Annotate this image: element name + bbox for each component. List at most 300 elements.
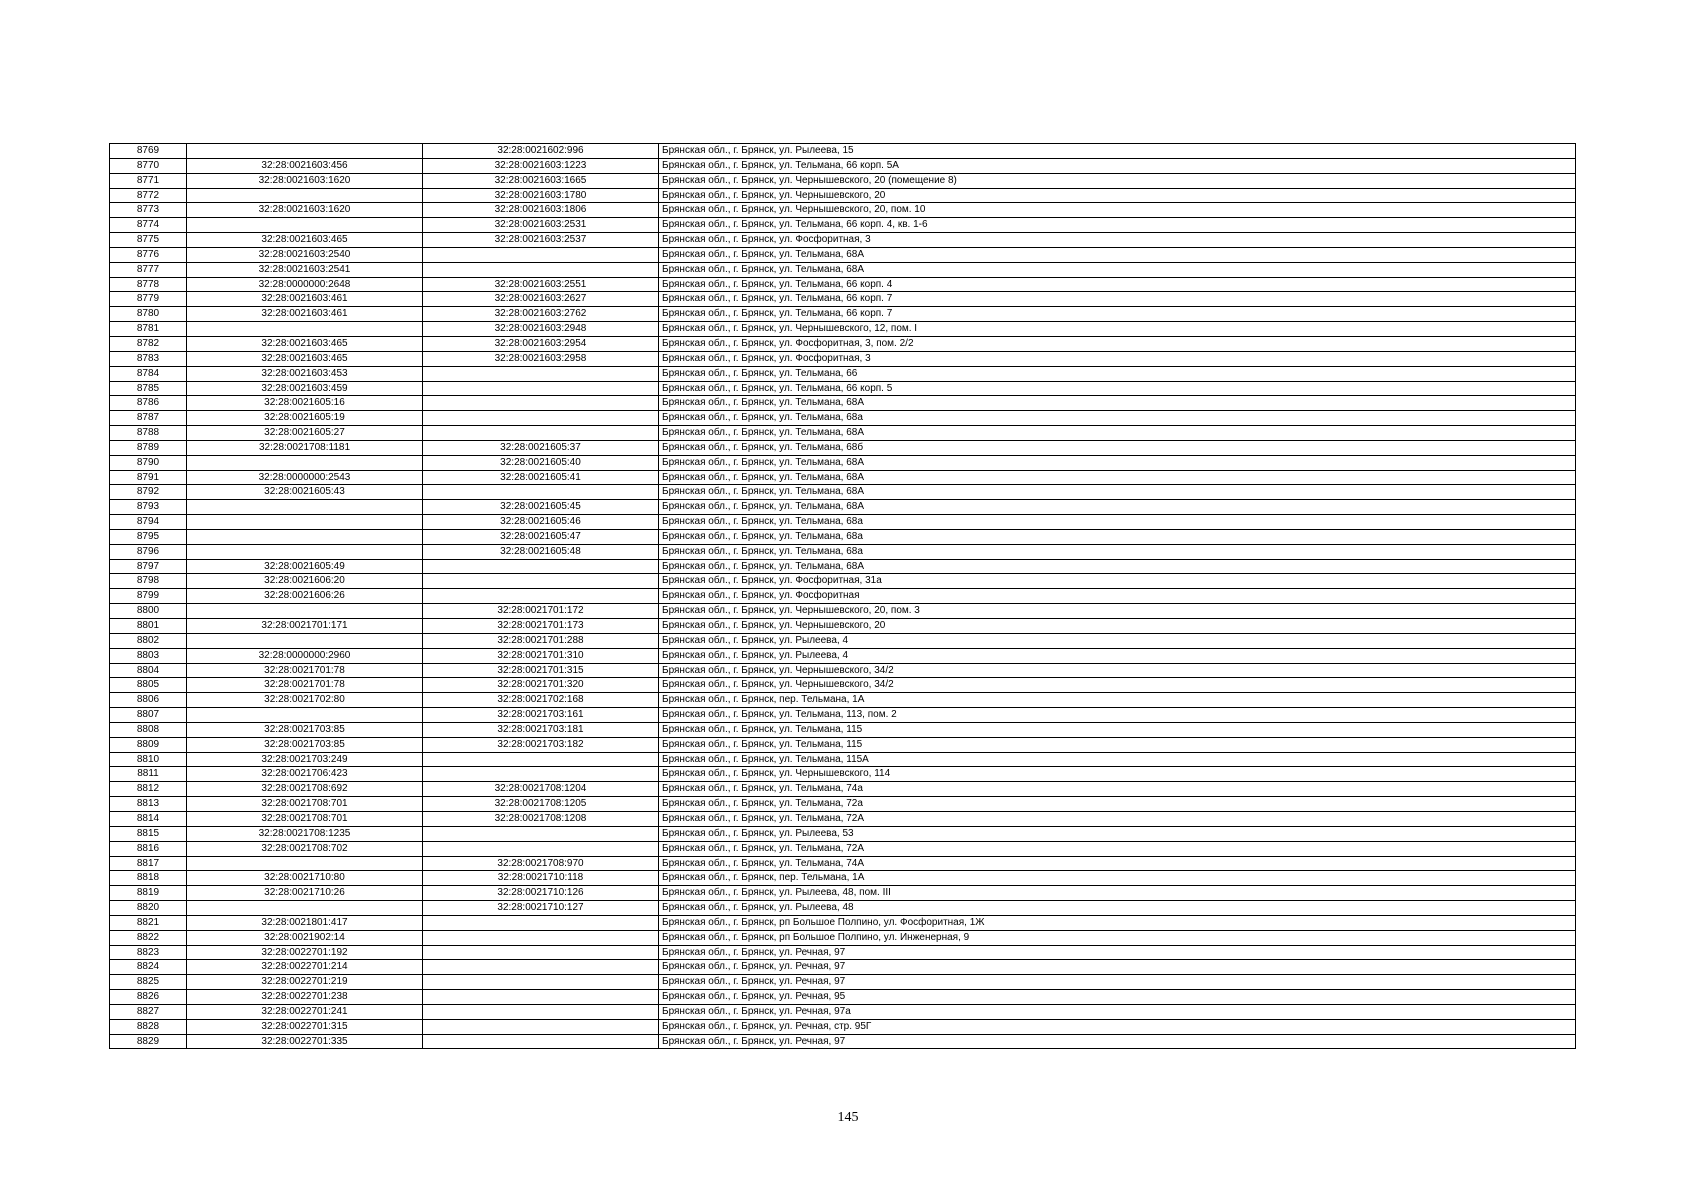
related-cadastral-number-cell: 32:28:0021603:2948 xyxy=(423,322,659,337)
related-cadastral-number-cell: 32:28:0021605:48 xyxy=(423,544,659,559)
cadastral-number-cell: 32:28:0021708:1235 xyxy=(187,826,423,841)
related-cadastral-number-cell xyxy=(423,826,659,841)
address-cell: Брянская обл., г. Брянск, ул. Речная, 97 xyxy=(659,975,1576,990)
cadastral-number-cell xyxy=(187,901,423,916)
related-cadastral-number-cell xyxy=(423,915,659,930)
row-number-cell: 8807 xyxy=(110,708,187,723)
cadastral-number-cell: 32:28:0021603:453 xyxy=(187,366,423,381)
cadastral-number-cell: 32:28:0000000:2543 xyxy=(187,470,423,485)
cadastral-number-cell: 32:28:0021710:26 xyxy=(187,886,423,901)
cadastral-number-cell: 32:28:0021603:456 xyxy=(187,158,423,173)
row-number-cell: 8770 xyxy=(110,158,187,173)
table-row xyxy=(110,218,1576,233)
related-cadastral-number-cell xyxy=(423,381,659,396)
row-number-cell: 8780 xyxy=(110,307,187,322)
row-number-cell: 8798 xyxy=(110,574,187,589)
table-row xyxy=(110,336,1576,351)
related-cadastral-number-cell: 32:28:0021703:161 xyxy=(423,708,659,723)
related-cadastral-number-cell xyxy=(423,396,659,411)
table-row xyxy=(110,663,1576,678)
row-number-cell: 8769 xyxy=(110,144,187,159)
table-row xyxy=(110,158,1576,173)
row-number-cell: 8786 xyxy=(110,396,187,411)
address-cell: Брянская обл., г. Брянск, ул. Рылеева, 15 xyxy=(659,144,1576,159)
related-cadastral-number-cell: 32:28:0021603:1223 xyxy=(423,158,659,173)
row-number-cell: 8811 xyxy=(110,767,187,782)
address-cell: Брянская обл., г. Брянск, ул. Фосфоритная, 31а xyxy=(659,574,1576,589)
table-row xyxy=(110,633,1576,648)
address-cell: Брянская обл., г. Брянск, ул. Чернышевского, 20, пом. 10 xyxy=(659,203,1576,218)
related-cadastral-number-cell: 32:28:0021708:1205 xyxy=(423,797,659,812)
table-row xyxy=(110,500,1576,515)
address-cell: Брянская обл., г. Брянск, ул. Тельмана, 68А xyxy=(659,396,1576,411)
related-cadastral-number-cell: 32:28:0021701:288 xyxy=(423,633,659,648)
address-cell: Брянская обл., г. Брянск, ул. Тельмана, 72А xyxy=(659,811,1576,826)
cadastral-number-cell: 32:28:0021603:459 xyxy=(187,381,423,396)
table-row xyxy=(110,871,1576,886)
row-number-cell: 8792 xyxy=(110,485,187,500)
cadastral-number-cell: 32:28:0021603:461 xyxy=(187,307,423,322)
table-row xyxy=(110,1019,1576,1034)
row-number-cell: 8809 xyxy=(110,737,187,752)
related-cadastral-number-cell: 32:28:0021701:315 xyxy=(423,663,659,678)
related-cadastral-number-cell: 32:28:0021603:2537 xyxy=(423,233,659,248)
related-cadastral-number-cell xyxy=(423,366,659,381)
related-cadastral-number-cell xyxy=(423,752,659,767)
row-number-cell: 8802 xyxy=(110,633,187,648)
table-row xyxy=(110,886,1576,901)
table-row xyxy=(110,797,1576,812)
related-cadastral-number-cell xyxy=(423,1019,659,1034)
related-cadastral-number-cell: 32:28:0021710:126 xyxy=(423,886,659,901)
cadastral-number-cell xyxy=(187,856,423,871)
cadastral-number-cell: 32:28:0021605:27 xyxy=(187,426,423,441)
cadastral-number-cell: 32:28:0021902:14 xyxy=(187,930,423,945)
row-number-cell: 8777 xyxy=(110,262,187,277)
table-row xyxy=(110,619,1576,634)
cadastral-table xyxy=(109,143,1576,1049)
related-cadastral-number-cell: 32:28:0021602:996 xyxy=(423,144,659,159)
row-number-cell: 8816 xyxy=(110,841,187,856)
row-number-cell: 8813 xyxy=(110,797,187,812)
row-number-cell: 8771 xyxy=(110,173,187,188)
table-row xyxy=(110,574,1576,589)
cadastral-number-cell: 32:28:0021603:1620 xyxy=(187,173,423,188)
related-cadastral-number-cell xyxy=(423,1004,659,1019)
address-cell: Брянская обл., г. Брянск, ул. Тельмана, 74а xyxy=(659,782,1576,797)
address-cell: Брянская обл., г. Брянск, ул. Тельмана, 68а xyxy=(659,411,1576,426)
cadastral-number-cell: 32:28:0021701:78 xyxy=(187,663,423,678)
address-cell: Брянская обл., г. Брянск, ул. Речная, 95 xyxy=(659,990,1576,1005)
table-row xyxy=(110,589,1576,604)
row-number-cell: 8805 xyxy=(110,678,187,693)
table-row xyxy=(110,292,1576,307)
address-cell: Брянская обл., г. Брянск, ул. Чернышевского, 20 xyxy=(659,188,1576,203)
address-cell: Брянская обл., г. Брянск, ул. Речная, 97 xyxy=(659,1034,1576,1049)
address-cell: Брянская обл., г. Брянск, ул. Тельмана, 68А xyxy=(659,247,1576,262)
address-cell: Брянская обл., г. Брянск, ул. Фосфоритная, 3 xyxy=(659,233,1576,248)
cadastral-number-cell: 32:28:0021605:49 xyxy=(187,559,423,574)
table-row xyxy=(110,470,1576,485)
address-cell: Брянская обл., г. Брянск, ул. Тельмана, 66 корп. 5 xyxy=(659,381,1576,396)
row-number-cell: 8822 xyxy=(110,930,187,945)
address-cell: Брянская обл., г. Брянск, ул. Тельмана, 68а xyxy=(659,544,1576,559)
related-cadastral-number-cell: 32:28:0021603:2531 xyxy=(423,218,659,233)
table-row xyxy=(110,678,1576,693)
row-number-cell: 8800 xyxy=(110,604,187,619)
address-cell: Брянская обл., г. Брянск, пер. Тельмана, 1А xyxy=(659,871,1576,886)
cadastral-number-cell: 32:28:0021603:465 xyxy=(187,233,423,248)
related-cadastral-number-cell: 32:28:0021702:168 xyxy=(423,693,659,708)
row-number-cell: 8824 xyxy=(110,960,187,975)
table-row xyxy=(110,811,1576,826)
cadastral-number-cell: 32:28:0021605:16 xyxy=(187,396,423,411)
related-cadastral-number-cell: 32:28:0021605:41 xyxy=(423,470,659,485)
cadastral-number-cell xyxy=(187,500,423,515)
related-cadastral-number-cell: 32:28:0021605:45 xyxy=(423,500,659,515)
table-row xyxy=(110,351,1576,366)
row-number-cell: 8806 xyxy=(110,693,187,708)
row-number-cell: 8827 xyxy=(110,1004,187,1019)
cadastral-number-cell: 32:28:0021701:171 xyxy=(187,619,423,634)
related-cadastral-number-cell xyxy=(423,767,659,782)
table-row xyxy=(110,737,1576,752)
row-number-cell: 8815 xyxy=(110,826,187,841)
address-cell: Брянская обл., г. Брянск, ул. Тельмана, 72А xyxy=(659,841,1576,856)
row-number-cell: 8776 xyxy=(110,247,187,262)
table-row xyxy=(110,648,1576,663)
table-body xyxy=(110,144,1576,1049)
cadastral-number-cell: 32:28:0021703:85 xyxy=(187,737,423,752)
cadastral-number-cell: 32:28:0021708:702 xyxy=(187,841,423,856)
address-cell: Брянская обл., г. Брянск, ул. Тельмана, 68А xyxy=(659,262,1576,277)
row-number-cell: 8817 xyxy=(110,856,187,871)
related-cadastral-number-cell xyxy=(423,945,659,960)
cadastral-number-cell: 32:28:0022701:192 xyxy=(187,945,423,960)
address-cell: Брянская обл., г. Брянск, ул. Рылеева, 53 xyxy=(659,826,1576,841)
address-cell: Брянская обл., г. Брянск, ул. Чернышевского, 34/2 xyxy=(659,678,1576,693)
address-cell: Брянская обл., г. Брянск, ул. Чернышевского, 34/2 xyxy=(659,663,1576,678)
cadastral-number-cell: 32:28:0021706:423 xyxy=(187,767,423,782)
related-cadastral-number-cell xyxy=(423,841,659,856)
table-row xyxy=(110,559,1576,574)
cadastral-number-cell: 32:28:0021603:461 xyxy=(187,292,423,307)
cadastral-number-cell: 32:28:0022701:214 xyxy=(187,960,423,975)
address-cell: Брянская обл., г. Брянск, ул. Тельмана, 68А xyxy=(659,485,1576,500)
table-row xyxy=(110,307,1576,322)
row-number-cell: 8799 xyxy=(110,589,187,604)
row-number-cell: 8828 xyxy=(110,1019,187,1034)
row-number-cell: 8787 xyxy=(110,411,187,426)
address-cell: Брянская обл., г. Брянск, ул. Чернышевского, 20 xyxy=(659,619,1576,634)
table-row xyxy=(110,411,1576,426)
related-cadastral-number-cell: 32:28:0021708:970 xyxy=(423,856,659,871)
table-row xyxy=(110,990,1576,1005)
cadastral-number-cell xyxy=(187,544,423,559)
related-cadastral-number-cell: 32:28:0021603:2627 xyxy=(423,292,659,307)
related-cadastral-number-cell: 32:28:0021710:127 xyxy=(423,901,659,916)
table-row xyxy=(110,247,1576,262)
row-number-cell: 8793 xyxy=(110,500,187,515)
row-number-cell: 8774 xyxy=(110,218,187,233)
cadastral-number-cell: 32:28:0021801:417 xyxy=(187,915,423,930)
table-row xyxy=(110,529,1576,544)
cadastral-number-cell: 32:28:0021708:1181 xyxy=(187,440,423,455)
address-cell: Брянская обл., г. Брянск, ул. Тельмана, 68А xyxy=(659,500,1576,515)
table-row xyxy=(110,856,1576,871)
cadastral-number-cell: 32:28:0021603:1620 xyxy=(187,203,423,218)
related-cadastral-number-cell: 32:28:0021701:310 xyxy=(423,648,659,663)
related-cadastral-number-cell: 32:28:0021605:47 xyxy=(423,529,659,544)
related-cadastral-number-cell: 32:28:0021701:320 xyxy=(423,678,659,693)
table-row xyxy=(110,782,1576,797)
address-cell: Брянская обл., г. Брянск, ул. Речная, 97 xyxy=(659,960,1576,975)
address-cell: Брянская обл., г. Брянск, пер. Тельмана, 1А xyxy=(659,693,1576,708)
related-cadastral-number-cell xyxy=(423,426,659,441)
related-cadastral-number-cell xyxy=(423,975,659,990)
cadastral-number-cell: 32:28:0021703:249 xyxy=(187,752,423,767)
cadastral-number-cell: 32:28:0021603:2541 xyxy=(187,262,423,277)
row-number-cell: 8795 xyxy=(110,529,187,544)
cadastral-number-cell: 32:28:0021703:85 xyxy=(187,722,423,737)
table-row xyxy=(110,233,1576,248)
related-cadastral-number-cell: 32:28:0021605:46 xyxy=(423,515,659,530)
related-cadastral-number-cell xyxy=(423,589,659,604)
row-number-cell: 8778 xyxy=(110,277,187,292)
table-row xyxy=(110,173,1576,188)
address-cell: Брянская обл., г. Брянск, ул. Фосфоритная, 3 xyxy=(659,351,1576,366)
cadastral-number-cell: 32:28:0021702:80 xyxy=(187,693,423,708)
cadastral-number-cell: 32:28:0022701:335 xyxy=(187,1034,423,1049)
row-number-cell: 8791 xyxy=(110,470,187,485)
row-number-cell: 8814 xyxy=(110,811,187,826)
table-row xyxy=(110,1004,1576,1019)
related-cadastral-number-cell: 32:28:0021708:1208 xyxy=(423,811,659,826)
row-number-cell: 8789 xyxy=(110,440,187,455)
row-number-cell: 8825 xyxy=(110,975,187,990)
related-cadastral-number-cell: 32:28:0021710:118 xyxy=(423,871,659,886)
table-row xyxy=(110,945,1576,960)
table-row xyxy=(110,396,1576,411)
table-row xyxy=(110,426,1576,441)
related-cadastral-number-cell xyxy=(423,1034,659,1049)
row-number-cell: 8790 xyxy=(110,455,187,470)
cadastral-number-cell: 32:28:0021603:465 xyxy=(187,351,423,366)
related-cadastral-number-cell xyxy=(423,990,659,1005)
row-number-cell: 8772 xyxy=(110,188,187,203)
table-row xyxy=(110,693,1576,708)
table-row xyxy=(110,144,1576,159)
table-row xyxy=(110,544,1576,559)
row-number-cell: 8785 xyxy=(110,381,187,396)
cadastral-number-cell: 32:28:0022701:241 xyxy=(187,1004,423,1019)
address-cell: Брянская обл., г. Брянск, рп Большое Полпино, ул. Инженерная, 9 xyxy=(659,930,1576,945)
row-number-cell: 8803 xyxy=(110,648,187,663)
address-cell: Брянская обл., г. Брянск, ул. Тельмана, 66 корп. 7 xyxy=(659,307,1576,322)
row-number-cell: 8818 xyxy=(110,871,187,886)
related-cadastral-number-cell: 32:28:0021701:172 xyxy=(423,604,659,619)
related-cadastral-number-cell xyxy=(423,411,659,426)
row-number-cell: 8810 xyxy=(110,752,187,767)
table-row xyxy=(110,455,1576,470)
address-cell: Брянская обл., г. Брянск, ул. Тельмана, 115 xyxy=(659,737,1576,752)
table-row xyxy=(110,901,1576,916)
cadastral-number-cell: 32:28:0021603:465 xyxy=(187,336,423,351)
related-cadastral-number-cell: 32:28:0021703:182 xyxy=(423,737,659,752)
row-number-cell: 8794 xyxy=(110,515,187,530)
related-cadastral-number-cell xyxy=(423,262,659,277)
address-cell: Брянская обл., г. Брянск, ул. Чернышевского, 20, пом. 3 xyxy=(659,604,1576,619)
cadastral-number-cell xyxy=(187,144,423,159)
address-cell: Брянская обл., г. Брянск, ул. Речная, 97 xyxy=(659,945,1576,960)
related-cadastral-number-cell: 32:28:0021703:181 xyxy=(423,722,659,737)
cadastral-number-cell xyxy=(187,604,423,619)
table-row xyxy=(110,188,1576,203)
cadastral-number-cell xyxy=(187,322,423,337)
address-cell: Брянская обл., г. Брянск, ул. Тельмана, 66 xyxy=(659,366,1576,381)
table-row xyxy=(110,708,1576,723)
row-number-cell: 8773 xyxy=(110,203,187,218)
address-cell: Брянская обл., г. Брянск, рп Большое Полпино, ул. Фосфоритная, 1Ж xyxy=(659,915,1576,930)
page-number: 145 xyxy=(837,1110,859,1125)
address-cell: Брянская обл., г. Брянск, ул. Чернышевского, 114 xyxy=(659,767,1576,782)
table-row xyxy=(110,767,1576,782)
row-number-cell: 8782 xyxy=(110,336,187,351)
related-cadastral-number-cell: 32:28:0021603:1665 xyxy=(423,173,659,188)
address-cell: Брянская обл., г. Брянск, ул. Тельмана, 68а xyxy=(659,515,1576,530)
row-number-cell: 8819 xyxy=(110,886,187,901)
row-number-cell: 8804 xyxy=(110,663,187,678)
cadastral-number-cell: 32:28:0021605:43 xyxy=(187,485,423,500)
address-cell: Брянская обл., г. Брянск, ул. Чернышевского, 20 (помещение 8) xyxy=(659,173,1576,188)
table-row xyxy=(110,515,1576,530)
address-cell: Брянская обл., г. Брянск, ул. Тельмана, 68А xyxy=(659,455,1576,470)
table-row xyxy=(110,440,1576,455)
table-row xyxy=(110,203,1576,218)
address-cell: Брянская обл., г. Брянск, ул. Речная, 97а xyxy=(659,1004,1576,1019)
cadastral-number-cell: 32:28:0000000:2648 xyxy=(187,277,423,292)
table-row xyxy=(110,322,1576,337)
cadastral-number-cell: 32:28:0000000:2960 xyxy=(187,648,423,663)
related-cadastral-number-cell: 32:28:0021605:37 xyxy=(423,440,659,455)
cadastral-number-cell xyxy=(187,455,423,470)
address-cell: Брянская обл., г. Брянск, ул. Тельмана, 74А xyxy=(659,856,1576,871)
address-cell: Брянская обл., г. Брянск, ул. Речная, стр. 95Г xyxy=(659,1019,1576,1034)
related-cadastral-number-cell xyxy=(423,930,659,945)
address-cell: Брянская обл., г. Брянск, ул. Тельмана, 68А xyxy=(659,426,1576,441)
row-number-cell: 8781 xyxy=(110,322,187,337)
table-row xyxy=(110,381,1576,396)
cadastral-number-cell xyxy=(187,218,423,233)
address-cell: Брянская обл., г. Брянск, ул. Чернышевского, 12, пом. I xyxy=(659,322,1576,337)
address-cell: Брянская обл., г. Брянск, ул. Рылеева, 48 xyxy=(659,901,1576,916)
table-row xyxy=(110,915,1576,930)
table-row xyxy=(110,841,1576,856)
address-cell: Брянская обл., г. Брянск, ул. Тельмана, 113, пом. 2 xyxy=(659,708,1576,723)
table-row xyxy=(110,930,1576,945)
row-number-cell: 8823 xyxy=(110,945,187,960)
cadastral-number-cell: 32:28:0021606:26 xyxy=(187,589,423,604)
related-cadastral-number-cell: 32:28:0021701:173 xyxy=(423,619,659,634)
cadastral-number-cell: 32:28:0021701:78 xyxy=(187,678,423,693)
related-cadastral-number-cell xyxy=(423,485,659,500)
row-number-cell: 8821 xyxy=(110,915,187,930)
address-cell: Брянская обл., г. Брянск, ул. Рылеева, 4 xyxy=(659,633,1576,648)
table-row xyxy=(110,960,1576,975)
row-number-cell: 8820 xyxy=(110,901,187,916)
related-cadastral-number-cell: 32:28:0021603:2551 xyxy=(423,277,659,292)
address-cell: Брянская обл., г. Брянск, ул. Тельмана, 115 xyxy=(659,722,1576,737)
table-row xyxy=(110,485,1576,500)
table-row xyxy=(110,1034,1576,1049)
related-cadastral-number-cell: 32:28:0021603:1780 xyxy=(423,188,659,203)
cadastral-number-cell: 32:28:0022701:238 xyxy=(187,990,423,1005)
address-cell: Брянская обл., г. Брянск, ул. Тельмана, 68А xyxy=(659,559,1576,574)
row-number-cell: 8826 xyxy=(110,990,187,1005)
row-number-cell: 8801 xyxy=(110,619,187,634)
row-number-cell: 8783 xyxy=(110,351,187,366)
address-cell: Брянская обл., г. Брянск, ул. Тельмана, 66 корп. 4 xyxy=(659,277,1576,292)
related-cadastral-number-cell xyxy=(423,559,659,574)
cadastral-number-cell xyxy=(187,633,423,648)
related-cadastral-number-cell: 32:28:0021603:2954 xyxy=(423,336,659,351)
related-cadastral-number-cell xyxy=(423,960,659,975)
address-cell: Брянская обл., г. Брянск, ул. Тельмана, 66 корп. 5А xyxy=(659,158,1576,173)
cadastral-number-cell: 32:28:0022701:315 xyxy=(187,1019,423,1034)
cadastral-number-cell: 32:28:0022701:219 xyxy=(187,975,423,990)
cadastral-number-cell: 32:28:0021710:80 xyxy=(187,871,423,886)
table-row xyxy=(110,366,1576,381)
address-cell: Брянская обл., г. Брянск, ул. Фосфоритная, 3, пом. 2/2 xyxy=(659,336,1576,351)
table-row xyxy=(110,722,1576,737)
cadastral-number-cell xyxy=(187,515,423,530)
address-cell: Брянская обл., г. Брянск, ул. Тельмана, 68б xyxy=(659,440,1576,455)
row-number-cell: 8797 xyxy=(110,559,187,574)
cadastral-number-cell: 32:28:0021708:701 xyxy=(187,811,423,826)
cadastral-number-cell: 32:28:0021708:692 xyxy=(187,782,423,797)
address-cell: Брянская обл., г. Брянск, ул. Тельмана, 72а xyxy=(659,797,1576,812)
address-cell: Брянская обл., г. Брянск, ул. Тельмана, 68А xyxy=(659,470,1576,485)
address-cell: Брянская обл., г. Брянск, ул. Тельмана, 68а xyxy=(659,529,1576,544)
cadastral-number-cell: 32:28:0021708:701 xyxy=(187,797,423,812)
related-cadastral-number-cell: 32:28:0021603:2762 xyxy=(423,307,659,322)
row-number-cell: 8812 xyxy=(110,782,187,797)
address-cell: Брянская обл., г. Брянск, ул. Фосфоритная xyxy=(659,589,1576,604)
cadastral-number-cell xyxy=(187,529,423,544)
address-cell: Брянская обл., г. Брянск, ул. Тельмана, 115А xyxy=(659,752,1576,767)
table-row xyxy=(110,604,1576,619)
table-row xyxy=(110,826,1576,841)
related-cadastral-number-cell: 32:28:0021605:40 xyxy=(423,455,659,470)
cadastral-number-cell xyxy=(187,708,423,723)
address-cell: Брянская обл., г. Брянск, ул. Тельмана, 66 корп. 7 xyxy=(659,292,1576,307)
cadastral-number-cell: 32:28:0021603:2540 xyxy=(187,247,423,262)
row-number-cell: 8775 xyxy=(110,233,187,248)
row-number-cell: 8779 xyxy=(110,292,187,307)
row-number-cell: 8788 xyxy=(110,426,187,441)
address-cell: Брянская обл., г. Брянск, ул. Рылеева, 4 xyxy=(659,648,1576,663)
row-number-cell: 8796 xyxy=(110,544,187,559)
table-row xyxy=(110,975,1576,990)
address-cell: Брянская обл., г. Брянск, ул. Рылеева, 48, пом. III xyxy=(659,886,1576,901)
related-cadastral-number-cell xyxy=(423,247,659,262)
related-cadastral-number-cell: 32:28:0021708:1204 xyxy=(423,782,659,797)
cadastral-number-cell xyxy=(187,188,423,203)
related-cadastral-number-cell xyxy=(423,574,659,589)
table-row xyxy=(110,277,1576,292)
table-row xyxy=(110,752,1576,767)
related-cadastral-number-cell: 32:28:0021603:1806 xyxy=(423,203,659,218)
